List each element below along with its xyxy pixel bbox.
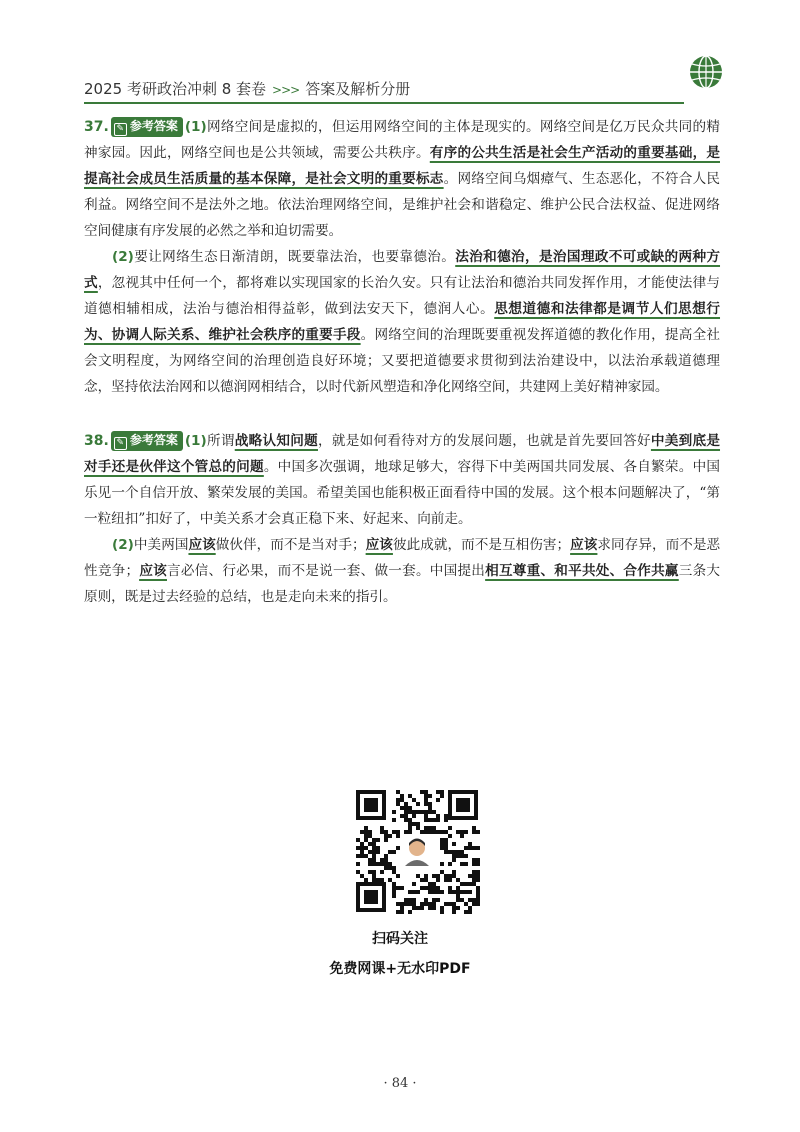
header-subtitle: 答案及解析分册: [305, 80, 411, 98]
key-point: 思想道德和法律都是调节人们思想行为、协调人际关系、维护社会秩序的重要手段: [84, 301, 721, 343]
qr-code[interactable]: [352, 786, 482, 916]
book-title: 2025 考研政治冲刺 8 套卷: [84, 80, 267, 98]
part-number: (2): [112, 537, 134, 553]
globe-icon: [688, 54, 724, 90]
part-number: (1): [184, 433, 207, 449]
answer-38-part-2: [84, 532, 720, 610]
body-text: ，就是如何看待对方的发展问题，也就是首先要回答好: [317, 433, 651, 449]
answer-37-part-1: [84, 114, 720, 244]
answer-38: [84, 428, 720, 610]
key-point: 战略认知问题: [234, 433, 318, 449]
body-text: 要让网络生态日渐清朗，既要靠法治，也要靠德治。: [133, 249, 456, 265]
part-number: (1): [184, 119, 207, 135]
qr-caption-scan: 扫码关注: [372, 931, 428, 947]
body-text: 所谓: [206, 433, 235, 449]
answer-38-part-1: [84, 428, 720, 532]
answer-37-part-2: [84, 244, 720, 400]
key-point: 应该: [365, 537, 393, 553]
body-text: 中美两国: [133, 537, 189, 553]
pencil-icon: ✎: [114, 437, 127, 450]
key-point: 应该: [570, 537, 598, 553]
body-text: 做伙伴，而不是当对手；: [215, 537, 366, 553]
part-number: (2): [112, 249, 134, 265]
body-text: 网络空间是虚拟的，但运用网络空间的主体是现实的。网络空间是亿万民众共同的精神家园。因此，网络空间也是公共领域，需要公共秩序。: [84, 119, 720, 161]
question-number: 38.: [84, 433, 109, 449]
key-point: 相互尊重、和平共处、合作共赢: [485, 563, 679, 579]
body-text: 求同存异，而不是恶性竞争；: [84, 537, 721, 579]
body-text: 言必信、行必果，而不是说一套、做一套。中国提出: [167, 563, 486, 579]
header-title-line: [84, 78, 410, 99]
qr-caption-offer: 免费网课+无水印PDF: [329, 961, 471, 977]
page-number: · 84 ·: [383, 1076, 417, 1091]
body-text: 。网络空间乌烟瘴气、生态恶化，不符合人民利益。网络空间不是法外之地。依法治理网络空间，是维护社会和谐稳定、维护公民合法权益、促进网络空间健康有序发展的必然之举和迫切需要。: [84, 171, 721, 239]
body-text: 三条大原则，既是过去经验的总结，也是走向未来的指引。: [84, 563, 721, 605]
pencil-icon: ✎: [114, 123, 127, 136]
body-text: 。中国多次强调，地球足够大，容得下中美两国共同发展、各自繁荣。中国乐见一个自信开放、繁荣发展的美国。希望美国也能积极正面看待中国的发展。这个根本问题解决了，“第一粒纽扣”扣好了，中美关系才会真正稳下来、好起来、向前走。: [84, 459, 721, 527]
key-point: 法治和德治，是治国理政不可或缺的两种方式: [84, 249, 721, 291]
answer-badge: ✎ 参考答案: [111, 117, 183, 137]
header-arrows: >>>: [272, 83, 300, 97]
answer-37: [84, 114, 720, 400]
body-text: 。网络空间的治理既要重视发挥道德的教化作用，提高全社会文明程度，为网络空间的治理创造良好环境；又要把道德要求贯彻到法治建设中，以法治承载道德理念，坚持依法治网和以德润网相结合，以时代新风塑造和净化网络空间，共建网上美好精神家园。: [84, 327, 720, 395]
body-text: ，忽视其中任何一个，都将难以实现国家的长治久安。只有让法治和德治共同发挥作用，才能使法律与道德相辅相成，法治与德治相得益彰，做到法安天下，德润人心。: [84, 275, 721, 317]
answer-badge: ✎ 参考答案: [111, 431, 183, 451]
qr-code-image: [352, 786, 482, 916]
page-header: [84, 70, 720, 104]
header-divider: [84, 102, 684, 104]
key-point: 中美到底是对手还是伙伴这个管总的问题: [84, 433, 721, 475]
body-text: 彼此成就，而不是互相伤害；: [392, 537, 571, 553]
key-point: 应该: [188, 537, 216, 553]
question-number: 37.: [84, 119, 109, 135]
key-point: 应该: [139, 563, 167, 579]
key-point: 有序的公共生活是社会生产活动的重要基础，是提高社会成员生活质量的基本保障，是社会文明的重要标志: [84, 145, 720, 187]
